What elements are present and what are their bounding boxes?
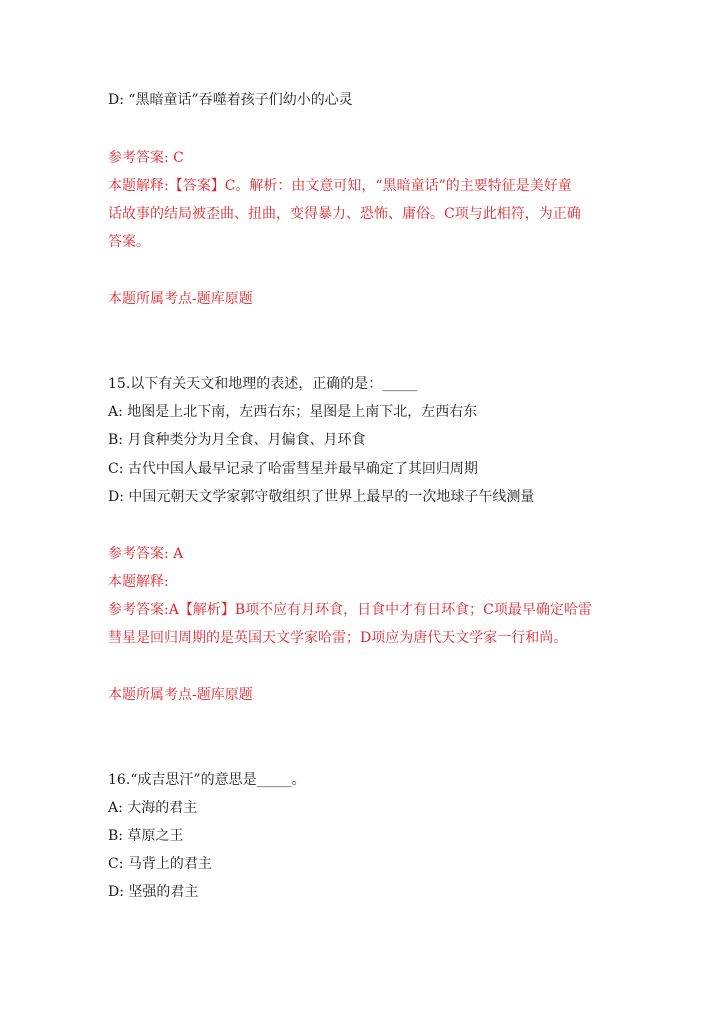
q15-answer: 参考答案: A <box>108 546 184 562</box>
q15-stem: 15.以下有关天文和地理的表述，正确的是：_____ <box>108 376 418 392</box>
q15-source: 本题所属考点-题库原题 <box>108 687 253 703</box>
q15-option-d: D: 中国元朝天文学家郭守敬组织了世界上最早的一次地球子午线测量 <box>108 489 535 505</box>
q16-option-c: C: 马背上的君主 <box>108 856 212 872</box>
q15-option-b: B: 月食种类分为月全食、月偏食、月环食 <box>108 432 366 448</box>
q15-explanation-line-1: 参考答案:A【解析】B项不应有月环食，日食中才有日环食；C项最早确定哈雷 <box>108 602 592 618</box>
q14-answer: 参考答案: C <box>108 150 184 166</box>
q16-option-d: D: 坚强的君主 <box>108 884 199 900</box>
q14-explanation-line-3: 答案。 <box>108 234 150 250</box>
q16-option-a: A: 大海的君主 <box>108 800 198 816</box>
q16-stem: 16.“成吉思汗”的意思是_____。 <box>108 772 306 788</box>
q15-option-a: A: 地图是上北下南，左西右东；星图是上南下北，左西右东 <box>108 404 478 420</box>
q15-option-c: C: 古代中国人最早记录了哈雷彗星并最早确定了其回归周期 <box>108 461 478 477</box>
q14-source: 本题所属考点-题库原题 <box>108 291 253 307</box>
q16-option-b: B: 草原之王 <box>108 828 184 844</box>
q14-option-d: D: “黑暗童话”吞噬着孩子们幼小的心灵 <box>108 92 353 108</box>
q15-explanation-label: 本题解释: <box>108 574 169 590</box>
q14-explanation-line-2: 话故事的结局被歪曲、扭曲，变得暴力、恐怖、庸俗。C项与此相符，为正确 <box>108 206 581 222</box>
q15-explanation-line-2: 彗星是回归周期的是英国天文学家哈雷；D项应为唐代天文学家一行和尚。 <box>108 630 568 646</box>
q14-explanation-line-1: 本题解释:【答案】C。解析：由文意可知，“黑暗童话”的主要特征是美好童 <box>108 178 572 194</box>
